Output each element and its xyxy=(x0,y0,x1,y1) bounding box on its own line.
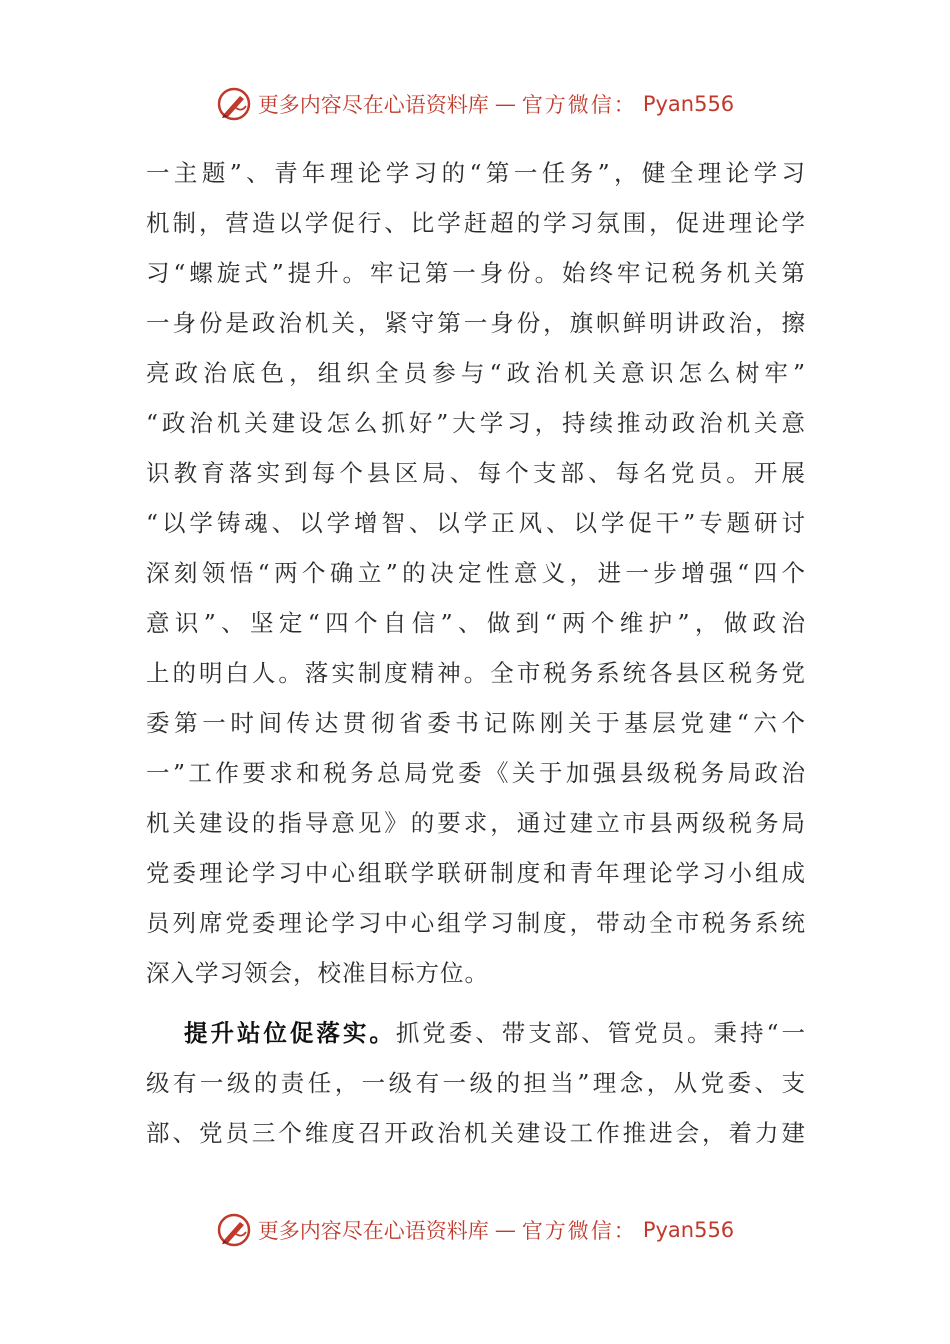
text-line: 上的明白人。落实制度精神。全市税务系统各县区税务党 xyxy=(146,659,806,687)
paragraph-2 xyxy=(146,1008,806,1158)
footer-watermark xyxy=(0,1208,950,1252)
watermark-wechat-id: Pyan556 xyxy=(642,1218,735,1242)
text-line: “以学铸魂、以学增智、以学正风、以学促干”专题研讨 xyxy=(146,509,806,537)
text-line: 习“螺旋式”提升。牢记第一身份。始终牢记税务机关第 xyxy=(146,259,806,287)
text-line: 部、党员三个维度召开政治机关建设工作推进会，着力建 xyxy=(146,1119,806,1147)
text-line: “政治机关建设怎么抓好”大学习，持续推动政治机关意 xyxy=(146,409,806,437)
watermark-label: 官方微信： xyxy=(521,93,637,117)
paragraph-heading: 提升站位促落实。 xyxy=(184,1019,396,1047)
text-line: 委第一时间传达贯彻省委书记陈刚关于基层党建“六个 xyxy=(146,709,806,737)
text-line: 识教育落实到每个县区局、每个支部、每名党员。开展 xyxy=(146,459,806,487)
text-line: 深入学习领会，校准目标方位。 xyxy=(146,959,489,987)
text-line: 党委理论学习中心组联学联研制度和青年理论学习小组成 xyxy=(146,859,806,887)
watermark-wechat-id: Pyan556 xyxy=(642,92,735,116)
pen-logo-icon xyxy=(216,86,252,122)
text-line: 机制，营造以学促行、比学赶超的学习氛围，促进理论学 xyxy=(146,209,806,237)
text-line: 一”工作要求和税务总局党委《关于加强县级税务局政治 xyxy=(146,759,806,787)
watermark-name: 更多内容尽在心语资料库 xyxy=(257,1219,489,1243)
text-line: 亮政治底色，组织全员参与“政治机关意识怎么树牢” xyxy=(146,359,806,387)
pen-logo-icon xyxy=(216,1212,252,1248)
document-body xyxy=(146,148,806,1158)
watermark-label: 官方微信： xyxy=(521,1219,637,1243)
header-watermark xyxy=(0,82,950,126)
watermark-dash: — xyxy=(494,92,516,116)
text-line: 机关建设的指导意见》的要求，通过建立市县两级税务局 xyxy=(146,809,806,837)
text-line: 意识”、坚定“四个自信”、做到“两个维护”，做政治 xyxy=(146,609,806,637)
watermark-dash: — xyxy=(494,1218,516,1242)
paragraph-1 xyxy=(146,148,806,998)
text-line: 级有一级的责任，一级有一级的担当”理念，从党委、支 xyxy=(146,1069,806,1097)
heading-line-rest: 抓党委、带支部、管党员。秉持“一 xyxy=(395,1019,807,1047)
text-line: 员列席党委理论学习中心组学习制度，带动全市税务系统 xyxy=(146,909,806,937)
text-line: 一主题”、青年理论学习的“第一任务”，健全理论学习 xyxy=(146,159,806,187)
text-line xyxy=(146,1008,806,1058)
text-line: 一身份是政治机关，紧守第一身份，旗帜鲜明讲政治，擦 xyxy=(146,309,806,337)
watermark-name: 更多内容尽在心语资料库 xyxy=(257,93,489,117)
text-line: 深刻领悟“两个确立”的决定性意义，进一步增强“四个 xyxy=(146,559,806,587)
